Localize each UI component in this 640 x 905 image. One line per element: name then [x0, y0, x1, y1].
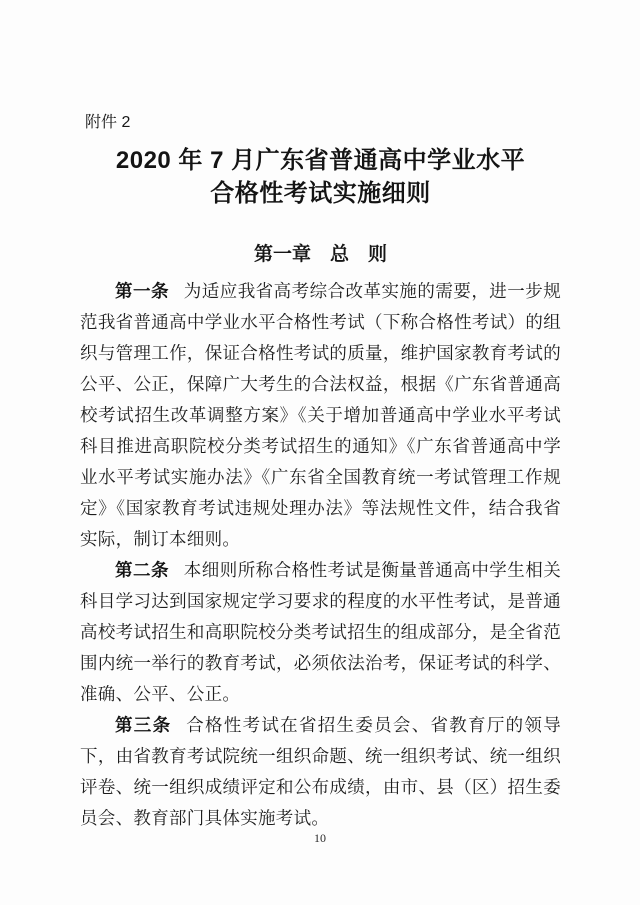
article-text: 为适应我省高考综合改革实施的需要，进一步规范我省普通高中学业水平合格性考试（下称合格性考试）的组织与管理工作，保证合格性考试的质量，维护国家教育考试的公平、公正，保障广大考生的合法权益，根据《广东省普通高校考试招生改革调整方案》《关于增加普通高中学业水平考试科目推进高职院校分类考试招生的通知》《广东省普通高中学业水平考试实施办法》《广东省全国教育统一考试管理工作规定》《国家教育考试违规处理办法》等法规性文件，结合我省实际，制订本细则。: [80, 281, 561, 549]
document-title: [80, 144, 561, 210]
document-title-line1: 2020 年 7 月广东省普通高中学业水平: [115, 147, 526, 174]
attachment-label: 附件 2: [85, 114, 131, 131]
article-label: 第二条: [115, 560, 169, 580]
article-text: 本细则所称合格性考试是衡量普通高中学生相关科目学习达到国家规定学习要求的程度的水平性考试，是普通高校考试招生和高职院校分类考试招生的组成部分，是全省范围内统一举行的教育考试，必须依法治考，保证考试的科学、准确、公平、公正。: [80, 560, 561, 704]
article-text: 合格性考试在省招生委员会、省教育厅的领导下，由省教育考试院统一组织命题、统一组织考试、统一组织评卷、统一组织成绩评定和公布成绩，由市、县（区）招生委员会、教育部门具体实施考试。: [80, 715, 562, 828]
article-label: 第一条: [115, 281, 169, 301]
article-paragraph: [80, 555, 561, 710]
article-paragraph: [80, 276, 561, 555]
page-number: 10: [314, 831, 326, 845]
document-title-line2: 合格性考试实施细则: [210, 180, 431, 207]
chapter-heading: 第一章 总 则: [253, 244, 387, 265]
article-paragraph: [80, 710, 561, 834]
article-list: [80, 276, 561, 834]
article-label: 第三条: [115, 715, 172, 735]
